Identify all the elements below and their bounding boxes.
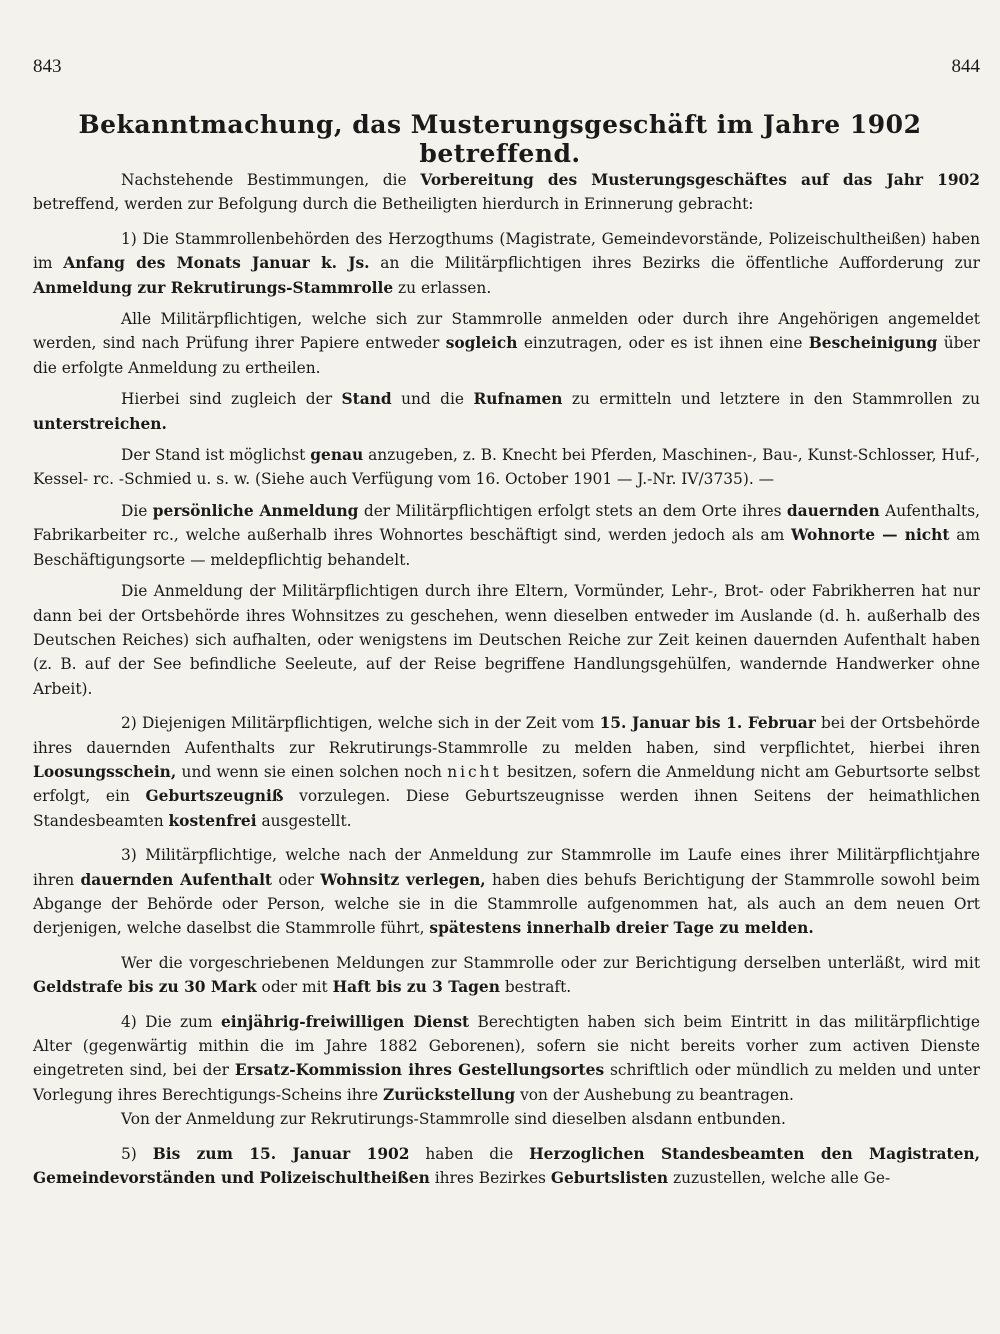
- intro-paragraph: [33, 168, 980, 217]
- text: Von der Anmeldung zur Rekrutirungs-Stammrolle sind dieselben alsdann entbunden.: [121, 1110, 786, 1129]
- section-1e-paragraph: [33, 499, 980, 572]
- emphasis: unterstreichen.: [33, 414, 167, 433]
- emphasis: Geburtszeugniß: [145, 787, 284, 806]
- text: haben dies behufs Berichtigung der Stammrolle sowohl beim Abgange der Behörde oder Person, welche sie in die Stammrolle aufgenommen hat, als auch an dem neuen Ort derjenigen, welche daselbst die Stammrolle führt,: [33, 870, 981, 938]
- emphasis: sogleich: [445, 334, 518, 353]
- text: über die erfolgte Anmeldung zu ertheilen.: [33, 334, 980, 377]
- text: einzutragen, oder es ist ihnen eine: [517, 334, 809, 353]
- emphasis: Stand: [341, 390, 392, 409]
- text: der Militärpflichtigen erfolgt stets an dem Orte ihres: [358, 501, 787, 520]
- text: Aufenthalts, Fabrikarbeiter rc., welche außerhalb ihres Wohnortes beschäftigt sind, werden jedoch als am: [33, 501, 981, 545]
- section-5-paragraph: [33, 1142, 980, 1191]
- text: 4) Die zum: [121, 1012, 221, 1031]
- section-1f-paragraph: [33, 579, 980, 701]
- text: besitzen, sofern die Anmeldung nicht am Geburtsorte selbst erfolgt, ein: [33, 762, 980, 806]
- text: zu erlassen.: [393, 278, 492, 297]
- text: anzugeben, z. B. Knecht bei Pferden, Maschinen-, Bau-, Kunst-Schlosser, Huf-, Kessel- rc. -Schmied u. s. w. (Siehe auch Verfügung vom 16. October 1901 — J.-Nr. IV/3735). —: [33, 446, 980, 489]
- emphasis: dauernden: [786, 501, 880, 520]
- text: ihres Bezirkes: [429, 1169, 551, 1188]
- emphasis: persönliche Anmeldung: [152, 501, 359, 520]
- text: vorzulegen. Diese Geburtszeugnisse werden ihnen Seitens der heimathlichen Standesbeamten: [33, 787, 980, 830]
- emphasis: Vorbereitung des Musterungsgeschäftes auf das Jahr 1902: [420, 171, 980, 189]
- emphasis: einjährig-freiwilligen Dienst: [220, 1012, 470, 1031]
- emphasis: kostenfrei: [168, 811, 257, 830]
- emphasis: dauernden Aufenthalt: [80, 870, 273, 889]
- emphasis: Zurückstellung: [383, 1085, 516, 1104]
- emphasis: Geburtslisten: [550, 1169, 669, 1188]
- text: Alle Militärpflichtigen, welche sich zur Stammrolle anmelden oder durch ihre Angehörigen angemeldet werden, sind nach Prüfung ihrer Papiere entweder: [33, 310, 980, 353]
- section-2-paragraph: [33, 711, 980, 833]
- spaced-emphasis: nicht: [447, 762, 502, 781]
- text: von der Aushebung zu beantragen.: [515, 1085, 794, 1104]
- document-body: [33, 168, 980, 1190]
- section-4b-paragraph: [33, 1107, 980, 1131]
- text: oder: [272, 870, 321, 889]
- emphasis: Rufnamen: [473, 390, 563, 409]
- section-1b-paragraph: [33, 307, 980, 380]
- text: 1) Die Stammrollenbehörden des Herzogthums (Magistrate, Gemeindevorstände, Polizeischultheißen) haben im: [33, 229, 980, 273]
- emphasis: Anfang des Monats Januar k. Js.: [63, 254, 370, 273]
- emphasis: Bis zum 15. Januar 1902: [152, 1144, 410, 1163]
- text: Nachstehende Bestimmungen, die: [121, 171, 421, 189]
- text: bei der Ortsbehörde ihres dauernden Aufenthalts zur Rekrutirungs-Stammrolle zu melden haben, sind verpflichtet, hierbei ihren: [33, 714, 981, 757]
- section-1-paragraph: [33, 227, 980, 300]
- emphasis: Geldstrafe bis zu 30 Mark: [33, 978, 257, 997]
- text: Wer die vorgeschriebenen Meldungen zur Stammrolle oder zur Berichtigung derselben unterläßt, wird mit: [121, 953, 980, 972]
- emphasis: Loosungsschein,: [33, 762, 177, 781]
- text: Der Stand ist möglichst: [121, 446, 311, 465]
- emphasis: 15. Januar bis 1. Februar: [599, 714, 816, 733]
- emphasis: Ersatz-Kommission ihres Gestellungsortes: [234, 1061, 605, 1080]
- text: an die Militärpflichtigen ihres Bezirks die öffentliche Aufforderung zur: [369, 254, 980, 273]
- text: Die: [121, 501, 153, 520]
- section-1c-paragraph: [33, 387, 980, 436]
- text: zuzustellen, welche alle Ge-: [668, 1169, 891, 1188]
- emphasis: Wohnorte — nicht: [791, 526, 950, 545]
- emphasis: Haft bis zu 3 Tagen: [332, 978, 500, 997]
- text: und die: [391, 390, 474, 409]
- text: am Beschäftigungsorte — meldepflichtig behandelt.: [33, 526, 980, 569]
- text: haben die: [409, 1144, 530, 1163]
- document-title: Bekanntmachung, das Musterungsgeschäft im Jahre 1902 betreffend.: [78, 110, 922, 168]
- text: betreffend, werden zur Befolgung durch die Betheiligten hierdurch in Erinnerung gebracht:: [33, 195, 754, 214]
- section-3-paragraph: [33, 843, 980, 941]
- section-1d-paragraph: [33, 443, 980, 492]
- text: und wenn sie einen solchen noch: [176, 762, 448, 781]
- text: 2) Diejenigen Militärpflichtigen, welche sich in der Zeit vom: [121, 714, 600, 733]
- text: Berechtigten haben sich beim Eintritt in das militärpflichtige Alter (gegenwärtig mithin die im Jahre 1882 Geborenen), sofern sie nicht bereits vorher zum activen Dienste eingetreten sind, bei der: [33, 1012, 981, 1080]
- text: schriftlich oder mündlich zu melden und unter Vorlegung ihres Berechtigungs-Scheins ihre: [33, 1061, 981, 1104]
- page-number-right: 844: [951, 56, 980, 77]
- page-number-left: 843: [33, 56, 62, 77]
- text: zu ermitteln und letztere in den Stammrollen zu: [562, 390, 980, 409]
- emphasis: Wohnsitz verlegen,: [320, 870, 486, 889]
- text: 3) Militärpflichtige, welche nach der Anmeldung zur Stammrolle im Laufe eines ihrer Militärpflichtjahre ihren: [33, 846, 980, 889]
- text: 5): [121, 1144, 153, 1163]
- text: Die Anmeldung der Militärpflichtigen durch ihre Eltern, Vormünder, Lehr-, Brot- oder Fabrikherren hat nur dann bei der Ortsbehörde ihres Wohnsitzes zu geschehen, wenn dieselben entweder im Auslande (d. h. außerhalb des Deutschen Reiches) sich aufhalten, oder wenigstens im Deutschen Reiche zur Zeit keinen dauernden Aufenthalt haben (z. B. auf der See befindliche Seeleute, auf der Reise begriffene Handlungsgehülfen, wandernde Handwerker ohne Arbeit).: [33, 582, 980, 698]
- emphasis: spätestens innerhalb dreier Tage zu melden.: [429, 919, 814, 938]
- section-4-paragraph: [33, 1010, 980, 1108]
- emphasis: Herzoglichen Standesbeamten den Magistraten, Gemeindevorständen und Polizeischultheißen: [33, 1144, 980, 1188]
- emphasis: Bescheinigung: [808, 334, 938, 353]
- text: oder mit: [256, 978, 333, 997]
- text: Hierbei sind zugleich der: [121, 390, 342, 409]
- text: bestraft.: [499, 978, 572, 997]
- section-3b-paragraph: [33, 951, 980, 1000]
- text: ausgestellt.: [256, 811, 352, 830]
- emphasis: Anmeldung zur Rekrutirungs-Stammrolle: [33, 278, 394, 297]
- emphasis: genau: [310, 446, 364, 465]
